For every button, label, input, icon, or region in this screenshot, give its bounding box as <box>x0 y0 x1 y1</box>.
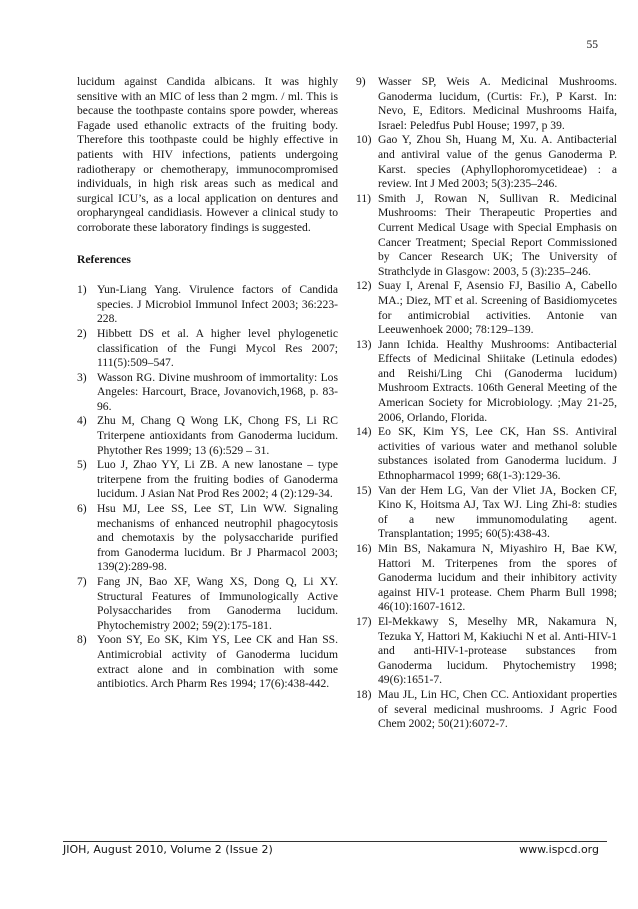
reference-item <box>77 633 338 691</box>
reference-number: 12) <box>356 279 372 293</box>
reference-text: Luo J, Zhao YY, Li ZB. A new lanostane – type triterpene from the fruiting bodies of Ganoderma lucidum. J Asian Nat Prod Res 2002; 4 (2):129-34. <box>97 458 338 501</box>
reference-item <box>77 575 338 633</box>
references-list-left <box>77 283 338 692</box>
reference-text: Hibbett DS et al. A higher level phylogenetic classification of the Fungi Mycol Res 2007; 111(5):509–547. <box>97 326 338 370</box>
reference-text: Min BS, Nakamura N, Miyashiro H, Bae KW, Hattori M. Triterpenes from the spores of Ganoderma lucidum and their inhibitory activity against HIV-1 protease. Chem Pharm Bull 1998; 46(10):1607-1612. <box>378 542 617 614</box>
left-column <box>77 75 338 692</box>
footer-url[interactable]: www.ispcd.org <box>519 843 599 856</box>
reference-item <box>356 338 617 426</box>
reference-text: Gao Y, Zhou Sh, Huang M, Xu. A. Antibacterial and antiviral value of the genus Ganoderma P. Karst. species (Aphyllophoromycetideae) : a review. Int J Med 2003; 5(3):235–246. <box>378 133 617 191</box>
reference-number: 16) <box>356 542 372 555</box>
reference-text: Eo SK, Kim YS, Lee CK, Han SS. Antiviral activities of various water and methanol soluble substances isolated from Ganoderma lucidum. J Ethnopharmacol 1999; 68(1-3):129-36. <box>378 425 617 483</box>
reference-number: 9) <box>356 75 366 88</box>
reference-number: 18) <box>356 687 372 701</box>
reference-text: Yoon SY, Eo SK, Kim YS, Lee CK and Han SS. Antimicrobial activity of Ganoderma lucidum extract alone and in combination with some antibiotics. Arch Pharm Res 1994; 17(6):438-442. <box>97 633 338 691</box>
reference-item <box>356 542 617 615</box>
reference-number: 13) <box>356 337 372 351</box>
reference-number: 17) <box>356 614 372 628</box>
reference-text: Mau JL, Lin HC, Chen CC. Antioxidant properties of several medicinal mushrooms. J Agric Food Chem 2002; 50(21):6072-7. <box>378 687 617 731</box>
reference-text: Wasser SP, Weis A. Medicinal Mushrooms. Ganoderma lucidum, (Curtis: Fr.), P Karst. In: Nevo, E, Editors. Medicinal Mushrooms Haifa, Israel: Peledfus Publ House; 1997, p 39. <box>378 75 617 132</box>
reference-item <box>77 327 338 371</box>
reference-text: Smith J, Rowan N, Sullivan R. Medicinal Mushrooms: Their Therapeutic Properties and Current Medical Usage with Special Emphasis on Cancer Treatment; Special Report Commissioned by Cancer Research UK; The University of Strathclyde in Glasgow: 2003, 5 (3):235–246. <box>378 191 617 278</box>
reference-text: Yun-Liang Yang. Virulence factors of Candida species. J Microbiol Immunol Infect 2003; 36:223-228. <box>97 283 338 326</box>
references-list-right <box>356 75 617 732</box>
reference-text: Hsu MJ, Lee SS, Lee ST, Lin WW. Signaling mechanisms of enhanced neutrophil phagocytosis and chemotaxis by the polysaccharide purified from Ganoderma lucidum. Br J Pharmacol 2003; 139(2):289-98. <box>97 502 338 574</box>
footer-divider <box>63 841 607 842</box>
reference-number: 7) <box>77 575 87 588</box>
right-column <box>356 75 617 732</box>
reference-number: 8) <box>77 633 87 647</box>
reference-number: 4) <box>77 414 87 428</box>
reference-item <box>356 688 617 732</box>
page-number: 55 <box>586 39 598 51</box>
reference-number: 15) <box>356 483 372 497</box>
footer-journal: JIOH, August 2010, Volume 2 (Issue 2) <box>63 843 273 856</box>
reference-text: Zhu M, Chang Q Wong LK, Chong FS, Li RC Triterpene antioxidants from Ganoderma lucidum. Phytother Res 1999; 13 (6):529 – 31. <box>97 414 338 457</box>
reference-text: Wasson RG. Divine mushroom of immortality: Los Angeles: Harcourt, Brace, Jovanovich,1968, p. 83-96. <box>97 370 338 413</box>
reference-number: 2) <box>77 326 87 340</box>
intro-paragraph: lucidum against Candida albicans. It was highly sensitive with an MIC of less than 2 mgm. / ml. This is because the toothpaste contains spore powder, whereas Fagade used ethanolic extracts of the fruiting body. Therefore this toothpaste could be highly effective in patients with HIV infections, patients undergoing radiotherapy or chemotherapy, immunocompromised individuals, in high risk areas such as medical and surgical ICU’s, as a local application on dentures and oropharyngeal candidiasis. However a clinical study to corroborate these laboratory findings is suggested. <box>77 75 338 234</box>
reference-number: 3) <box>77 370 87 384</box>
reference-item <box>356 133 617 191</box>
reference-text: Jann Ichida. Healthy Mushrooms: Antibacterial Effects of Medicinal Shiitake (Letinula edodes) and Reishi/Ling Chi (Ganoderma lucidum) Mushroom Extracts. 106th General Meeting of the American Society for Microbiology. ;May 21-25, 2006, Orlando, Florida. <box>378 337 617 424</box>
reference-item <box>356 192 617 280</box>
reference-text: Van der Hem LG, Van der Vliet JA, Bocken CF, Kino K, Hoitsma AJ, Tax WJ. Ling Zhi-8: studies of a new immunomodulating agent. Transplantation; 1995; 60(5):438-43. <box>378 483 617 541</box>
reference-text: Suay I, Arenal F, Asensio FJ, Basilio A, Cabello MA.; Diez, MT et al. Screening of Basidiomycetes for antimicrobial activities. Antonie van Leeuwenhoek 2000; 78:129–139. <box>378 279 617 337</box>
reference-number: 6) <box>77 502 87 516</box>
reference-item <box>77 371 338 415</box>
reference-number: 14) <box>356 425 372 439</box>
reference-number: 11) <box>356 191 372 205</box>
reference-number: 10) <box>356 133 372 147</box>
reference-text: El-Mekkawy S, Meselhy MR, Nakamura N, Tezuka Y, Hattori M, Kakiuchi N et al. Anti-HIV-1 and anti-HIV-1-protease substances from Ganoderma lucidum. Phytochemistry 1998; 49(6):1651-7. <box>378 614 617 687</box>
reference-text: Fang JN, Bao XF, Wang XS, Dong Q, Li XY. Structural Features of Immunologically Active Polysaccharides from Ganoderma lucidum. Phytochemistry 2002; 59(2):175-181. <box>97 575 338 632</box>
reference-number: 5) <box>77 458 87 472</box>
reference-item <box>356 615 617 688</box>
reference-item <box>77 283 338 327</box>
reference-item <box>356 484 617 542</box>
reference-item <box>356 425 617 483</box>
reference-item <box>356 75 617 133</box>
references-heading: References <box>77 252 131 266</box>
reference-item <box>77 414 338 458</box>
reference-item <box>77 502 338 575</box>
reference-number: 1) <box>77 283 87 297</box>
reference-item <box>77 458 338 502</box>
reference-item <box>356 279 617 337</box>
